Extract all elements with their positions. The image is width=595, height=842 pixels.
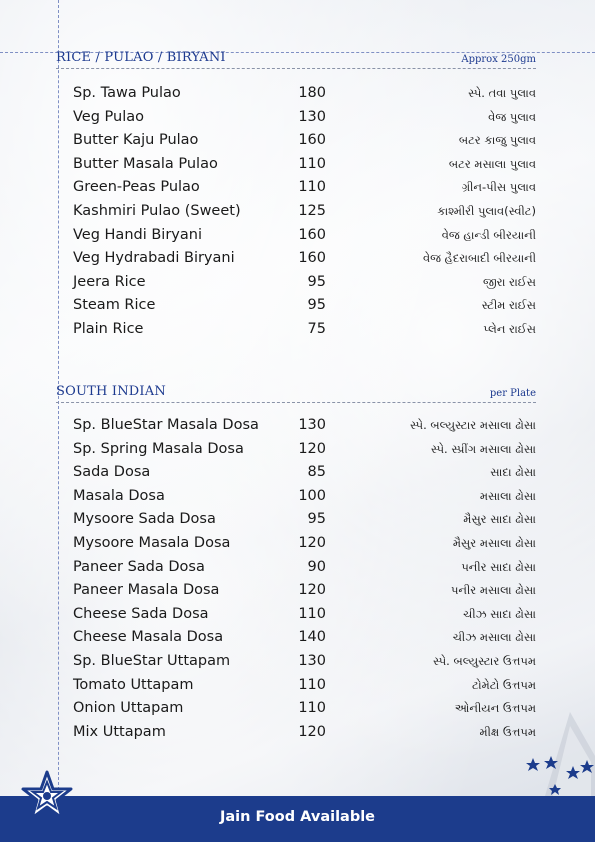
footer-text: Jain Food Available	[219, 809, 376, 825]
item-name: Veg Hydrabadi Biryani	[73, 250, 235, 267]
item-name-gujarati: વેજ હૈદરાબાદી બીરયાની	[422, 251, 536, 266]
item-name: Veg Handi Biryani	[73, 226, 202, 243]
menu-item	[56, 227, 536, 251]
item-name-gujarati: જીરા રાઈસ	[482, 274, 536, 289]
item-name: Mysoore Masala Dosa	[73, 534, 231, 551]
menu-item	[56, 582, 536, 606]
item-price: 160	[298, 250, 326, 267]
menu-item	[56, 441, 536, 465]
item-price: 120	[298, 534, 326, 551]
section-header	[56, 50, 536, 70]
item-name: Cheese Masala Dosa	[73, 629, 224, 646]
item-name: Sp. Spring Masala Dosa	[73, 440, 244, 457]
section-title: RICE / PULAO / BIRYANI	[56, 50, 226, 65]
item-name-gujarati: મૈસુર સાદા ઢોસા	[463, 512, 536, 527]
item-name-gujarati: બટર મસાલા પુલાવ	[448, 156, 536, 171]
item-price: 140	[298, 629, 326, 646]
item-name-gujarati: સ્પે. તવા પુલાવ	[468, 86, 536, 100]
item-name: Cheese Sada Dosa	[73, 605, 209, 622]
item-name-gujarati: કાશ્મીરી પુલાવ(સ્વીટ)	[437, 203, 536, 218]
item-name: Kashmiri Pulao (Sweet)	[73, 202, 241, 219]
item-name-gujarati: વેજ પુલાવ	[488, 109, 536, 124]
menu-item	[56, 274, 536, 298]
item-name-gujarati: સાદા ઢોસા	[490, 465, 536, 480]
item-price: 130	[298, 652, 326, 669]
menu-item	[56, 109, 536, 133]
item-price: 130	[298, 417, 326, 433]
item-price: 110	[298, 155, 326, 172]
item-name: Plain Rice	[73, 320, 144, 337]
menu-item	[56, 321, 536, 345]
item-price: 120	[298, 440, 326, 457]
menu-item	[56, 488, 536, 512]
item-name: Paneer Masala Dosa	[73, 582, 220, 599]
item-name: Butter Kaju Pulao	[73, 132, 199, 149]
item-price: 120	[298, 582, 326, 599]
item-name: Jeera Rice	[73, 273, 146, 290]
menu-item	[56, 297, 536, 321]
item-name-gujarati: મૈસુર મસાલા ઢોસા	[452, 535, 536, 550]
star-logo-icon	[20, 770, 74, 828]
item-name-gujarati: પ્લેન રાઈસ	[483, 321, 536, 336]
footer-banner	[0, 796, 595, 842]
item-name: Masala Dosa	[73, 487, 165, 504]
section-divider	[56, 68, 536, 69]
section-title: SOUTH INDIAN	[56, 384, 166, 399]
item-price: 90	[307, 558, 326, 575]
item-price: 180	[298, 85, 326, 101]
menu-item	[56, 417, 536, 441]
item-name: Onion Uttapam	[73, 700, 184, 717]
item-price: 160	[298, 132, 326, 149]
item-price: 160	[298, 226, 326, 243]
section-note: per Plate	[489, 388, 536, 399]
menu-item	[56, 700, 536, 724]
menu-item	[56, 511, 536, 535]
item-name-gujarati: ચીઝ સાદા ઢોસા	[463, 606, 536, 621]
item-name-gujarati: સ્પે. બલ્યુસ્ટાર મસાલા ઢોસા	[409, 418, 536, 432]
item-name-gujarati: ઓનીયન ઉત્તપમ	[454, 701, 536, 716]
item-name-gujarati: બટર કાજુ પુલાવ	[458, 133, 536, 148]
menu-item	[56, 535, 536, 559]
item-name-gujarati: વેજ હાન્ડી બીરયાની	[441, 227, 536, 242]
item-price: 110	[298, 676, 326, 693]
item-name: Green-Peas Pulao	[73, 179, 200, 196]
item-price: 95	[307, 511, 326, 528]
menu-item	[56, 724, 536, 748]
item-name-gujarati: સ્પે. બલ્યુસ્ટાર ઉત્તપમ	[433, 653, 536, 668]
menu-item	[56, 132, 536, 156]
menu-item	[56, 464, 536, 488]
menu-item	[56, 85, 536, 109]
item-name: Butter Masala Pulao	[73, 155, 218, 172]
item-price: 110	[298, 605, 326, 622]
item-price: 95	[307, 297, 326, 314]
section-divider	[56, 402, 536, 403]
stars-decoration-icon	[525, 712, 595, 800]
menu-item	[56, 156, 536, 180]
item-name-gujarati: મસાલા ઢોસા	[479, 488, 536, 503]
item-name-gujarati: ટોમેટો ઉત્તપમ	[472, 677, 536, 692]
menu-item	[56, 179, 536, 203]
item-name-gujarati: સ્ટીમ રાઈસ	[481, 298, 536, 313]
item-price: 75	[307, 320, 326, 337]
item-price: 130	[298, 108, 326, 125]
item-price: 110	[298, 700, 326, 717]
item-name-gujarati: ગ્રીન-પીસ પુલાવ	[461, 180, 536, 195]
menu-item	[56, 677, 536, 701]
item-price: 85	[307, 464, 326, 481]
menu-item	[56, 203, 536, 227]
item-name: Sp. BlueStar Masala Dosa	[73, 417, 259, 433]
item-name-gujarati: પનીર સાદા ઢોસા	[461, 559, 536, 574]
section-south-indian	[56, 384, 536, 740]
section-rice	[56, 50, 536, 337]
item-name-gujarati: પનીર મસાલા ઢોસા	[450, 583, 536, 598]
item-name: Mix Uttapam	[73, 723, 166, 740]
menu-list	[56, 85, 536, 345]
menu-item	[56, 606, 536, 630]
item-name: Veg Pulao	[73, 108, 144, 125]
section-note: Approx 250gm	[461, 54, 536, 65]
item-price: 110	[298, 179, 326, 196]
item-name: Sp. Tawa Pulao	[73, 85, 181, 101]
item-price: 100	[298, 487, 326, 504]
item-price: 125	[298, 202, 326, 219]
item-name: Paneer Sada Dosa	[73, 558, 205, 575]
item-name: Sp. BlueStar Uttapam	[73, 652, 231, 669]
item-price: 95	[307, 273, 326, 290]
item-name-gujarati: ચીઝ મસાલા ઢોસા	[452, 630, 536, 645]
item-name: Sada Dosa	[73, 464, 151, 481]
menu-list	[56, 417, 536, 747]
item-name-gujarati: મીક્ષ ઉત્તપમ	[479, 724, 536, 739]
menu-item	[56, 559, 536, 583]
item-name-gujarati: સ્પે. સ્પ્રીંગ મસાલા ઢોસા	[430, 441, 536, 456]
menu-item	[56, 653, 536, 677]
menu-item	[56, 250, 536, 274]
item-name: Tomato Uttapam	[73, 676, 194, 693]
item-name: Mysoore Sada Dosa	[73, 511, 216, 528]
item-name: Steam Rice	[73, 297, 156, 314]
menu-item	[56, 629, 536, 653]
section-header	[56, 384, 536, 404]
item-price: 120	[298, 723, 326, 740]
